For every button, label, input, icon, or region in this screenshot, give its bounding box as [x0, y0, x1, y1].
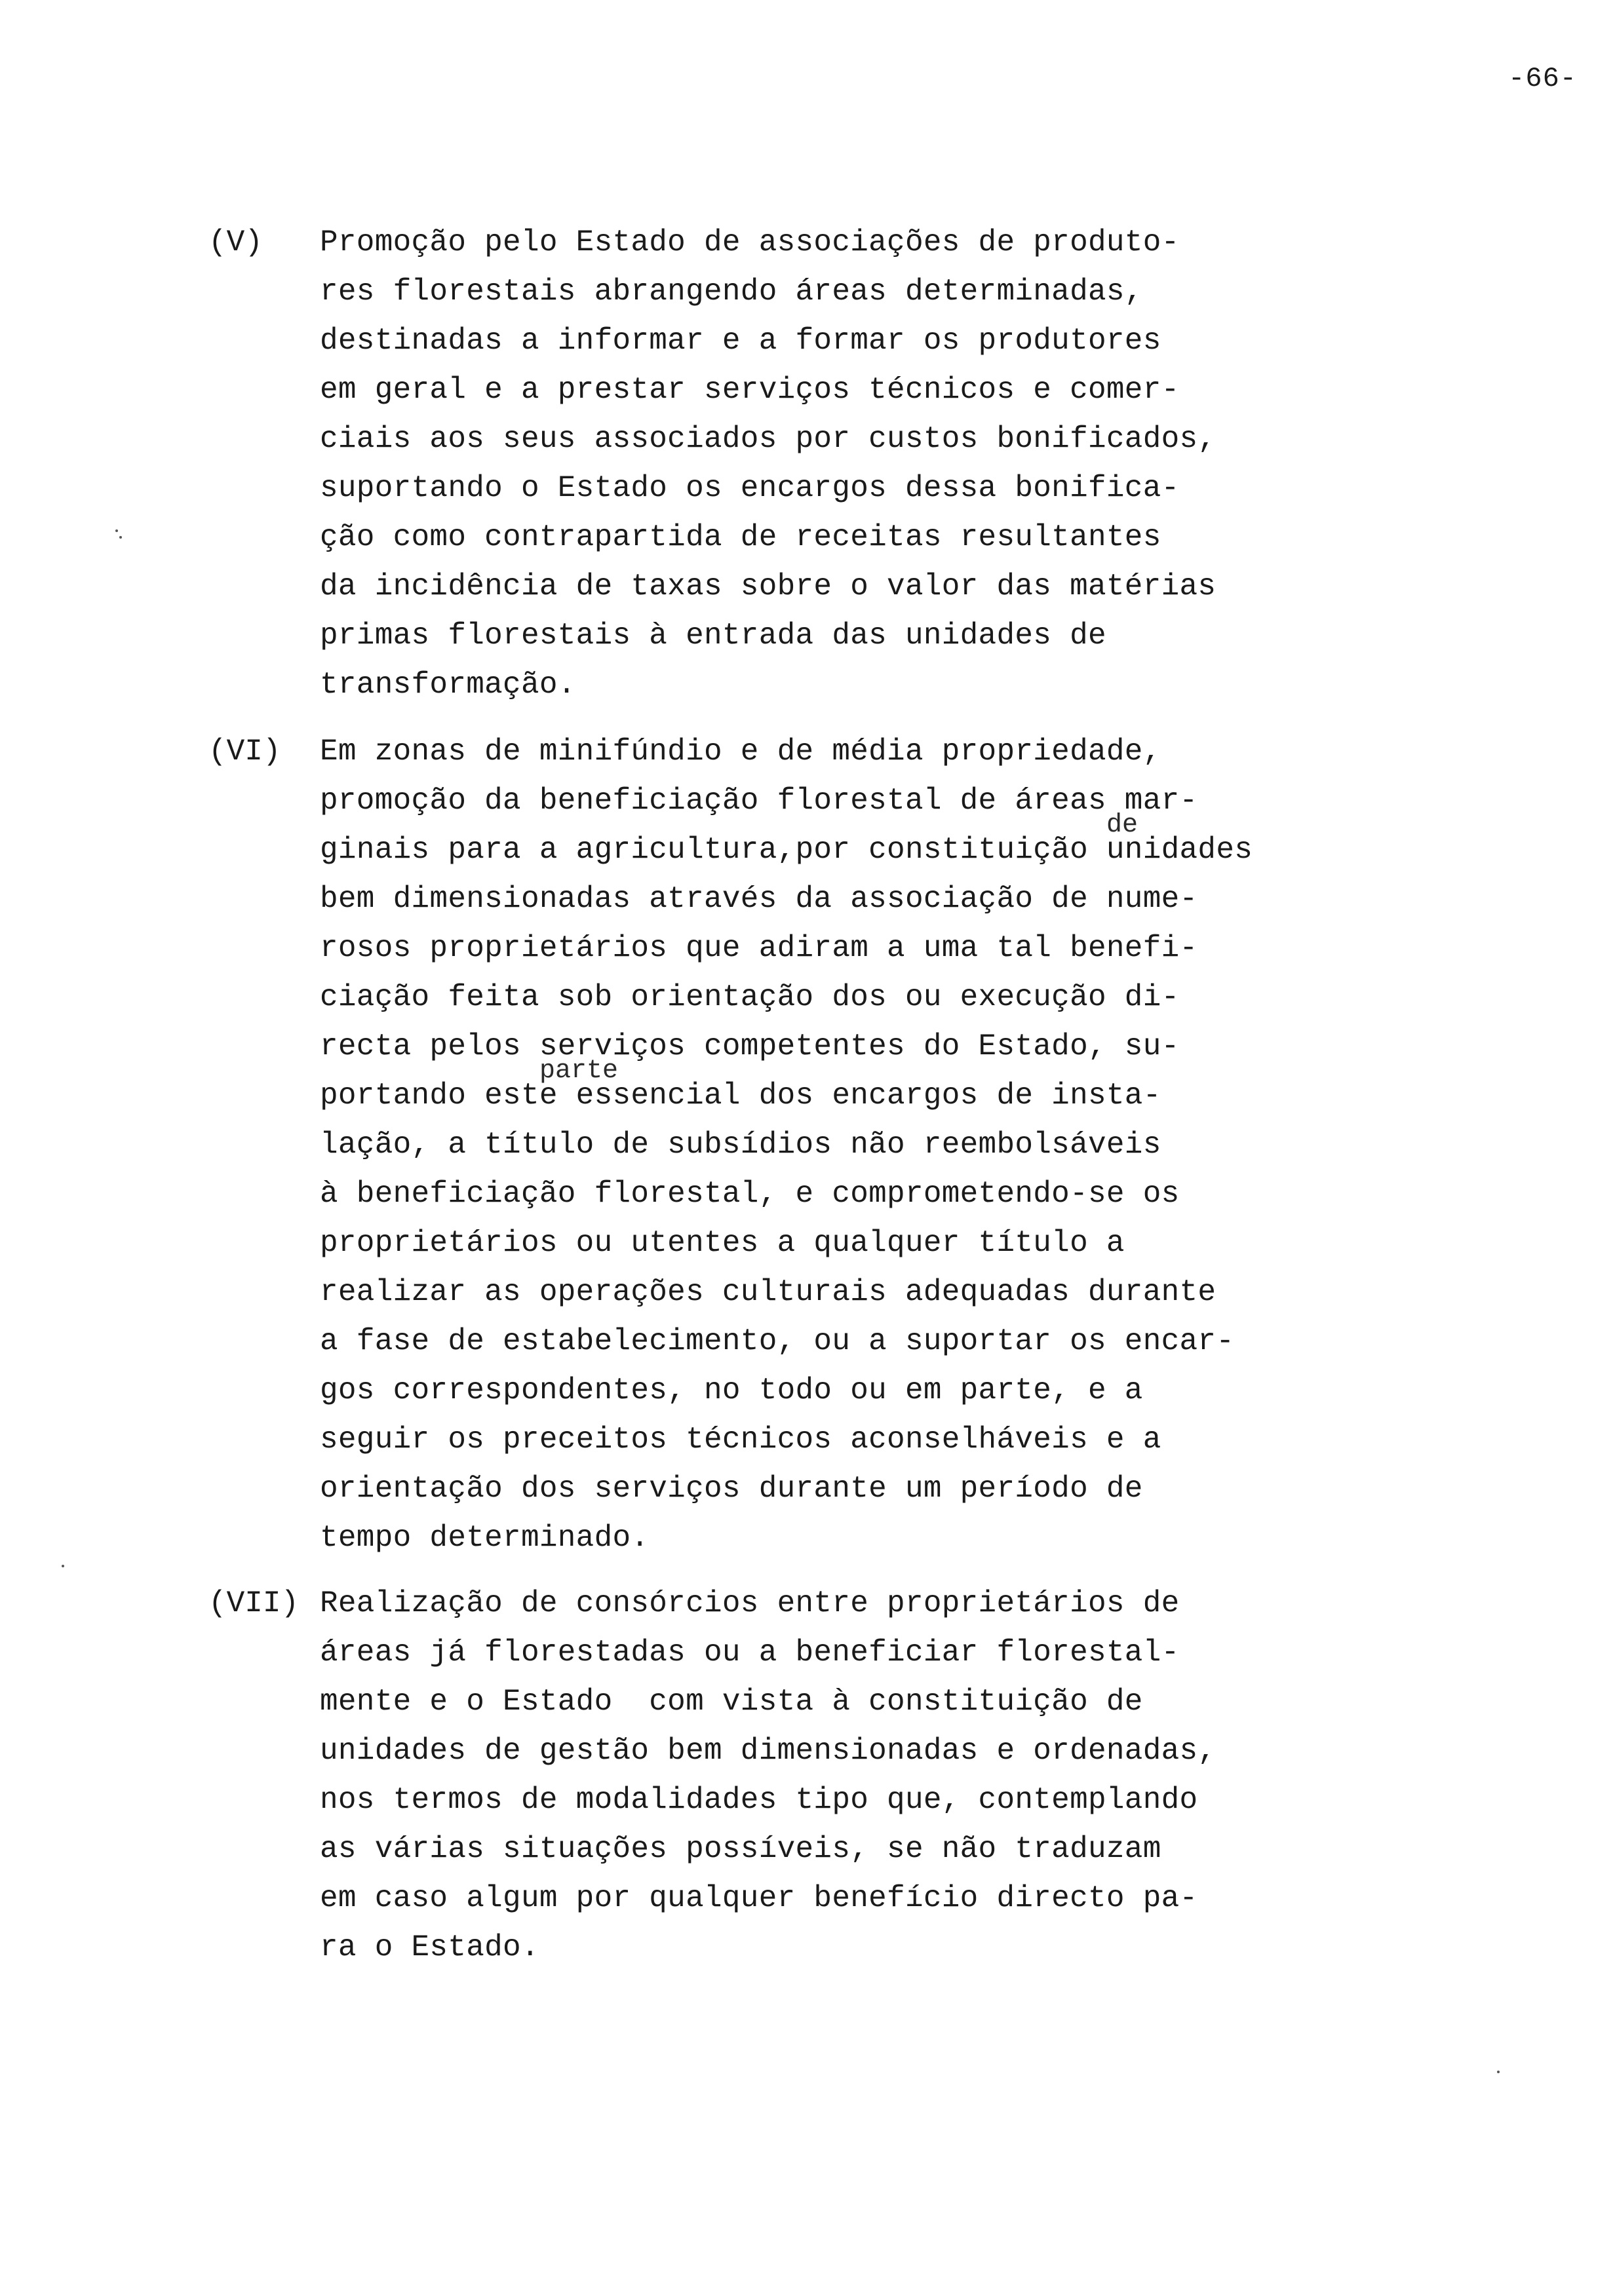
- text-line: as várias situações possíveis, se não traduzam: [320, 1832, 1161, 1866]
- text-line: recta pelos serviços competentes do Estado, su-: [320, 1029, 1180, 1063]
- text-line: promoção da beneficiação florestal de áreas mar-: [320, 784, 1198, 818]
- item-label-vii: (VII): [208, 1586, 300, 1620]
- text-line: portando este essencial dos encargos de insta-: [320, 1079, 1161, 1113]
- scan-speck: [1497, 2071, 1500, 2073]
- text-line: seguir os preceitos técnicos aconselháveis e a: [320, 1423, 1161, 1457]
- text-line: áreas já florestadas ou a beneficiar florestal-: [320, 1636, 1180, 1670]
- text-line: em geral e a prestar serviços técnicos e comer-: [320, 373, 1180, 407]
- text-line: ginais para a agricultura,por constituição unidades: [320, 833, 1253, 867]
- text-line: unidades de gestão bem dimensionadas e ordenadas,: [320, 1734, 1216, 1768]
- text-line: ciação feita sob orientação dos ou execução di-: [320, 980, 1180, 1014]
- text-line: mente e o Estado com vista à constituição de: [320, 1685, 1143, 1719]
- text-line: Realização de consórcios entre proprietários de: [320, 1586, 1180, 1620]
- text-line: res florestais abrangendo áreas determinadas,: [320, 275, 1143, 309]
- text-line: ciais aos seus associados por custos bonificados,: [320, 422, 1216, 456]
- scan-speck: [115, 529, 118, 532]
- text-line: transformação.: [320, 668, 576, 702]
- item-body-v: [320, 218, 1342, 710]
- item-label-vi: (VI): [208, 735, 281, 769]
- page-number: -66-: [1508, 63, 1577, 94]
- text-line: a fase de estabelecimento, ou a suportar os encar-: [320, 1324, 1235, 1358]
- item-body-vii: [320, 1579, 1342, 1972]
- text-line: realizar as operações culturais adequadas durante: [320, 1275, 1216, 1309]
- text-line: nos termos de modalidades tipo que, contemplando: [320, 1783, 1198, 1817]
- handwritten-insert-parte: parte: [539, 1056, 619, 1086]
- text-line: da incidência de taxas sobre o valor das matérias: [320, 569, 1216, 603]
- text-line: ção como contrapartida de receitas resultantes: [320, 520, 1161, 554]
- text-line: primas florestais à entrada das unidades de: [320, 619, 1106, 653]
- text-line: ra o Estado.: [320, 1930, 539, 1964]
- item-body-vi: [320, 727, 1342, 1563]
- text-line: lação, a título de subsídios não reembolsáveis: [320, 1128, 1161, 1162]
- text-line: gos correspondentes, no todo ou em parte, e a: [320, 1373, 1143, 1407]
- text-line: rosos proprietários que adiram a uma tal benefi-: [320, 931, 1198, 965]
- text-line: à beneficiação florestal, e comprometendo-se os: [320, 1177, 1180, 1211]
- text-line: bem dimensionadas através da associação de nume-: [320, 882, 1198, 916]
- scan-speck: [62, 1565, 64, 1567]
- text-line: em caso algum por qualquer benefício directo pa-: [320, 1881, 1198, 1915]
- scan-speck: [119, 536, 122, 539]
- text-line: Promoção pelo Estado de associações de produto-: [320, 225, 1180, 259]
- text-line: destinadas a informar e a formar os produtores: [320, 324, 1161, 358]
- handwritten-insert-de: de: [1106, 811, 1138, 840]
- text-line: proprietários ou utentes a qualquer título a: [320, 1226, 1125, 1260]
- text-line: Em zonas de minifúndio e de média propriedade,: [320, 735, 1161, 769]
- text-line: tempo determinado.: [320, 1521, 650, 1555]
- text-line: orientação dos serviços durante um período de: [320, 1472, 1143, 1506]
- text-line: suportando o Estado os encargos dessa bonifica-: [320, 471, 1180, 505]
- item-label-v: (V): [208, 225, 263, 259]
